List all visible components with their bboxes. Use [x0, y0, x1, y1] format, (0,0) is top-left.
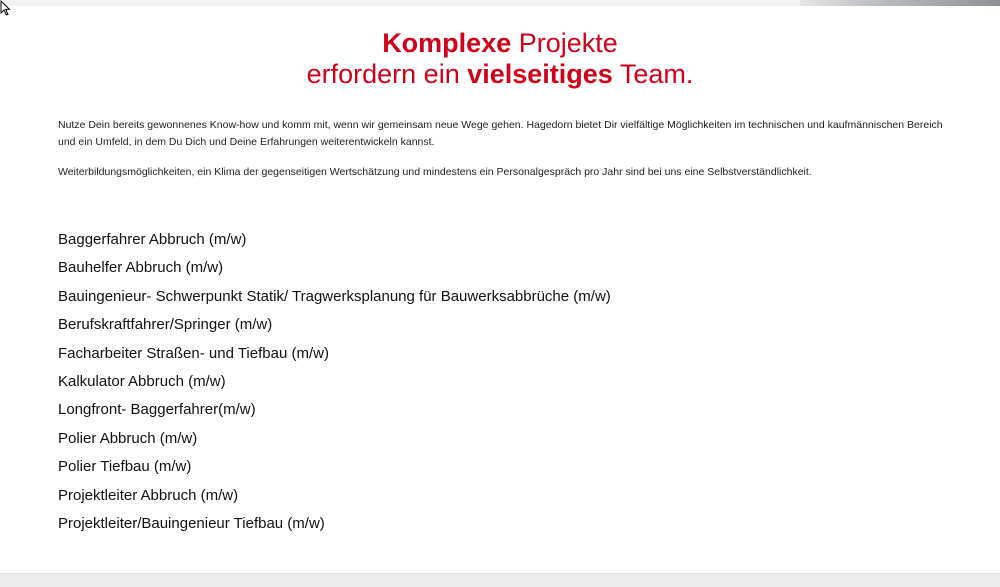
- job-link[interactable]: Facharbeiter Straßen- und Tiefbau (m/w): [58, 344, 329, 362]
- headline-line-1: [382, 28, 618, 58]
- headline-emphasis-vielseitiges: vielseitiges: [467, 59, 613, 89]
- headline-line2-post: Team.: [612, 59, 694, 89]
- intro-paragraph-1: Nutze Dein bereits gewonnenes Know-how und komm mit, wenn wir gemeinsam neue Wege gehen. Hagedorn bietet Dir vielfältige Möglichkeiten im technischen und kaufmännischen Bereich und ein Umfeld, in dem Du Dich und Deine Erfahrungen weiterentwickeln kannst.: [58, 119, 943, 148]
- job-link[interactable]: Bauingenieur- Schwerpunkt Statik/ Tragwerksplanung für Bauwerksabbrüche (m/w): [58, 287, 611, 305]
- footer-bar: [0, 573, 1000, 587]
- job-link[interactable]: Berufskraftfahrer/Springer (m/w): [58, 316, 273, 334]
- job-link[interactable]: Polier Tiefbau (m/w): [58, 458, 192, 476]
- job-link[interactable]: Baggerfahrer Abbruch (m/w): [58, 231, 247, 248]
- intro-text: [58, 117, 948, 194]
- job-link[interactable]: Kalkulator Abbruch (m/w): [58, 373, 226, 391]
- headline-line-2: [307, 59, 694, 89]
- job-link[interactable]: Bauhelfer Abbruch (m/w): [58, 259, 224, 277]
- job-link[interactable]: Projektleiter/Bauingenieur Tiefbau (m/w): [58, 515, 325, 533]
- mouse-pointer-icon: [0, 0, 12, 16]
- job-link[interactable]: Projektleiter Abbruch (m/w): [58, 486, 239, 504]
- job-link[interactable]: Longfront- Baggerfahrer(m/w): [58, 401, 256, 419]
- header-image-edge: [800, 0, 1000, 6]
- job-link[interactable]: Polier Abbruch (m/w): [58, 429, 198, 447]
- job-list: [58, 226, 611, 538]
- headline-emphasis-komplexe: Komplexe: [382, 28, 512, 58]
- headline-line2-pre: erfordern ein: [306, 59, 468, 89]
- intro-paragraph-2: Weiterbildungsmöglichkeiten, ein Klima der gegenseitigen Wertschätzung und mindestens ein Personalgespräch pro Jahr sind bei uns eine Selbstverständlichkeit.: [58, 166, 812, 178]
- headline-line1-rest: Projekte: [511, 28, 618, 58]
- page-headline: [0, 28, 1000, 90]
